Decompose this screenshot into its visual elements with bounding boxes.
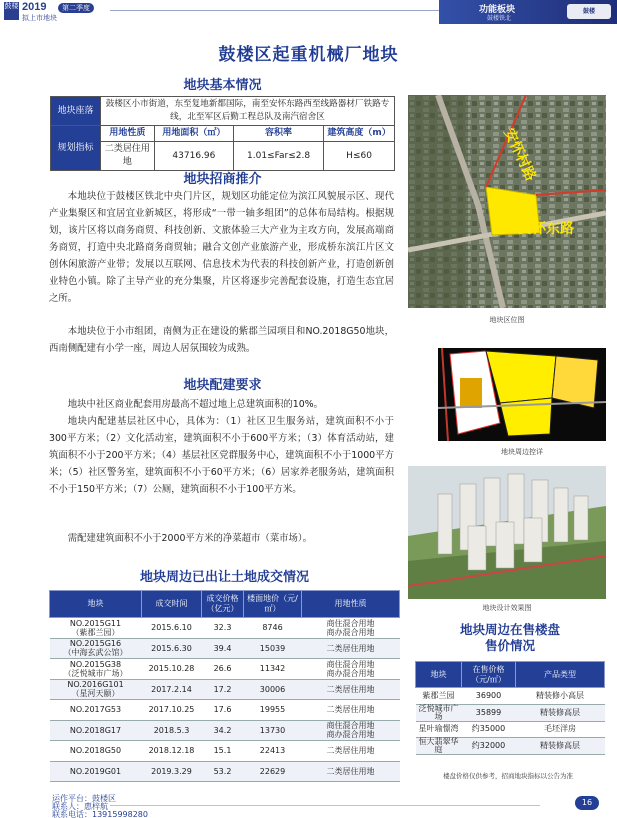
tx-floor-price: 13730 — [244, 720, 302, 741]
tx-date: 2018.12.18 — [142, 741, 202, 762]
tx-plot-cell — [50, 638, 142, 659]
tx-use-cell — [302, 679, 400, 700]
transactions-body — [50, 618, 400, 782]
tx-use-note: 商办混合用地 — [326, 730, 375, 740]
location-caption: 地块区位图 — [489, 316, 525, 324]
tx-use: 二类居住用地 — [326, 746, 375, 756]
tx-plot-cell — [50, 679, 142, 700]
tx-plot: NO.2019G01 — [69, 766, 122, 776]
col-land-use: 用地性质 — [101, 126, 155, 142]
location-label: 地块座落 — [51, 97, 101, 126]
tx-use-cell — [302, 700, 400, 721]
sale-name: 紫郡兰园 — [416, 688, 462, 705]
sale-heading-line2: 售价情况 — [484, 638, 535, 653]
tx-price: 32.3 — [202, 618, 244, 639]
header-divider — [110, 10, 440, 11]
tx-use: 二类居住用地 — [326, 643, 375, 653]
tx-plot-cell — [50, 659, 142, 680]
sale-heading-line1: 地块周边在售楼盘 — [459, 622, 560, 637]
table-row — [416, 738, 605, 755]
table-row — [50, 618, 400, 639]
sale-price: 约32000 — [462, 738, 516, 755]
tx-use-cell — [302, 618, 400, 639]
tx-plot-cell — [50, 741, 142, 762]
sale-name: 星叶瑜憬湾 — [416, 721, 462, 738]
table-row — [50, 659, 400, 680]
sale-col-price: 在售价格（元/㎡） — [462, 662, 516, 688]
design-render-graphic — [408, 466, 606, 599]
tx-price: 39.4 — [202, 638, 244, 659]
sale-note: 楼盘价格仅供参考，招商地块指标以公告为准 — [443, 772, 573, 780]
promo-heading: 地块招商推介 — [183, 172, 262, 187]
header-quarter: 第二季度 — [58, 3, 94, 13]
sale-name: 泛悦城市广场 — [416, 704, 462, 721]
tx-plot: NO.2015G16 — [69, 639, 122, 649]
footer-platform: 运作平台：鼓楼区 — [52, 794, 116, 803]
tx-use-cell — [302, 741, 400, 762]
sale-price: 约35000 — [462, 721, 516, 738]
tx-date: 2019.3.29 — [142, 761, 202, 782]
tx-use: 商住混合用地 — [326, 721, 375, 731]
tx-col-date: 成交时间 — [142, 591, 202, 618]
table-row — [50, 638, 400, 659]
sale-name: 恒大翡翠华庭 — [416, 738, 462, 755]
tx-plot-cell — [50, 720, 142, 741]
sale-type: 精装修高层 — [516, 704, 605, 721]
location-value: 鼓楼区小市街道，东至复地新都国际，南至安怀东路西至线路器材厂铁路专线，北至军区后勤工程总队及南汽宿舍区 — [101, 97, 395, 126]
tx-use-cell — [302, 638, 400, 659]
tx-use: 二类居住用地 — [326, 684, 375, 694]
header-section-title: 功能板块 — [479, 5, 516, 15]
promo-paragraph-1: 本地块位于鼓楼区铁北中央门片区，规划区功能定位为滨江风貌展示区、现代产业集聚区和宜居宜业新城区，将形成“一带一轴多组团”的总体布局结构。根据规划，该片区将以商务商贸、科技创新、文旅体验三大产业为主攻方向，发展高端商务商贸，打造中央北路商务商贸轴；融合文创产业旅游产业，形成桥东滨江片区文创休闲旅游产业带；发展以互联网、信息技术为代表的科技创新产业，打造创新创业特色小镇。除了主导产业的充分集聚，片区将逐步完善配套设施，打造生态宜居之所。 — [49, 191, 394, 304]
table-row — [416, 688, 605, 705]
tx-use-cell — [302, 659, 400, 680]
tx-plot: NO.2017G53 — [69, 705, 122, 715]
tx-use-cell — [302, 761, 400, 782]
val-far: 1.01≤Far≤2.8 — [233, 142, 323, 171]
road-label-1: 安怀村路 — [500, 125, 539, 184]
basic-info-table — [50, 96, 395, 171]
index-label: 规划指标 — [51, 126, 101, 171]
tx-plot: NO.2015G11 — [69, 618, 122, 628]
table-row — [50, 679, 400, 700]
val-land-area: 43716.96 — [154, 142, 233, 171]
table-row — [416, 721, 605, 738]
sale-type: 毛坯洋房 — [516, 721, 605, 738]
tx-plot-cell — [50, 700, 142, 721]
sale-price: 36900 — [462, 688, 516, 705]
support-paragraph-2: 地块内配建基层社区中心，具体为：（1）社区卫生服务站，建筑面积不小于300平方米；（2）文化活动室，建筑面积不小于600平方米；（3）体育活动站，建筑面积不小于200平方米；（4）基层社区党群服务中心，建筑面积不小于1000平方米；（5）社区警务室，建筑面积不小于60平方米；（6）居家养老服务站，建筑面积不小于150平方米；（7）公厕，建筑面积不小于100平方米。 — [49, 416, 394, 495]
tx-use: 二类居住用地 — [326, 766, 375, 776]
tx-col-use: 用地性质 — [302, 591, 400, 618]
table-row — [50, 741, 400, 762]
header-subtitle: 拟上市地块 — [22, 14, 57, 22]
header-left — [0, 0, 150, 22]
tx-col-floor-price: 楼面地价（元/㎡） — [244, 591, 302, 618]
tx-date: 2017.10.25 — [142, 700, 202, 721]
sale-price: 35899 — [462, 704, 516, 721]
sale-heading — [415, 622, 605, 654]
tx-price: 53.2 — [202, 761, 244, 782]
sale-type: 精装修高层 — [516, 738, 605, 755]
tx-use-note: 商办混合用地 — [326, 627, 375, 637]
table-row — [50, 720, 400, 741]
tx-price: 17.6 — [202, 700, 244, 721]
footer-divider — [110, 805, 540, 806]
tx-plot-cell — [50, 618, 142, 639]
tx-date: 2017.2.14 — [142, 679, 202, 700]
location-aerial-image — [408, 95, 606, 308]
table-row — [416, 704, 605, 721]
sale-col-name: 地块 — [416, 662, 462, 688]
page-number: 16 — [575, 796, 599, 810]
tx-date: 2015.6.10 — [142, 618, 202, 639]
footer-contact — [52, 795, 148, 818]
col-land-area: 用地面积（㎡） — [154, 126, 233, 142]
tx-use: 商住混合用地 — [326, 659, 375, 669]
tx-floor-price: 8746 — [244, 618, 302, 639]
tx-price: 26.6 — [202, 659, 244, 680]
tx-col-plot: 地块 — [50, 591, 142, 618]
tx-plot-note: （紫郡兰园） — [71, 627, 120, 637]
col-far: 容积率 — [233, 126, 323, 142]
page-title: 鼓楼区起重机械厂地块 — [218, 45, 399, 65]
location-aerial-graphic — [408, 95, 606, 308]
tx-floor-price: 11342 — [244, 659, 302, 680]
header-section-subtitle: 鼓楼铁北 — [487, 15, 512, 22]
header-section-banner — [439, 0, 617, 24]
tx-plot: NO.2018G17 — [69, 725, 122, 735]
tx-plot-note: （星河天颐） — [71, 689, 120, 699]
sale-col-type: 产品类型 — [516, 662, 605, 688]
tx-col-price: 成交价格（亿元） — [202, 591, 244, 618]
tx-price: 34.2 — [202, 720, 244, 741]
table-row — [50, 761, 400, 782]
tx-floor-price: 30006 — [244, 679, 302, 700]
tx-plot-note: （泛悦城市广场） — [63, 668, 128, 678]
promo-paragraph-2: 本地块位于小市组团，南侧为正在建设的紫郡兰园项目和NO.2018G50地块，西南侧配建有小学一座，周边人居氛围较为成熟。 — [49, 326, 394, 354]
tx-plot-note: （中海玄武公馆） — [63, 648, 128, 658]
tx-floor-price: 22629 — [244, 761, 302, 782]
tx-floor-price: 15039 — [244, 638, 302, 659]
col-height: 建筑高度（m） — [324, 126, 395, 142]
header-year: 2019 — [22, 1, 47, 13]
sale-body — [416, 688, 605, 755]
tx-price: 17.2 — [202, 679, 244, 700]
tx-use-cell — [302, 720, 400, 741]
tx-plot: NO.2018G50 — [69, 746, 122, 756]
design-caption: 地块设计效果图 — [482, 604, 532, 612]
tx-plot: NO.2015G38 — [69, 659, 122, 669]
footer-contact-person: 联系人：惠梓航 — [52, 802, 108, 811]
district-logo: 鼓楼 — [4, 2, 19, 20]
tx-date: 2015.6.30 — [142, 638, 202, 659]
sale-type: 精装修小高层 — [516, 688, 605, 705]
tx-use-note: 商办混合用地 — [326, 668, 375, 678]
val-height: H≤60 — [324, 142, 395, 171]
tx-use: 商住混合用地 — [326, 618, 375, 628]
tx-plot: NO.2016G101 — [67, 680, 124, 690]
zoning-caption: 地块周边控详 — [501, 448, 543, 456]
tx-plot-cell — [50, 761, 142, 782]
val-land-use: 二类居住用地 — [101, 142, 155, 171]
support-paragraph-3: 需配建建筑面积不小于2000平方米的净菜超市（菜市场）。 — [67, 533, 312, 544]
zoning-map-image — [438, 348, 606, 441]
support-paragraph-1: 地块中社区商业配套用房最高不超过地上总建筑面积的10%。 — [67, 399, 324, 410]
tx-use: 二类居住用地 — [326, 705, 375, 715]
tx-floor-price: 19955 — [244, 700, 302, 721]
tx-date: 2018.5.3 — [142, 720, 202, 741]
zoning-map-graphic — [438, 348, 606, 441]
tx-floor-price: 22413 — [244, 741, 302, 762]
support-heading: 地块配建要求 — [183, 378, 262, 393]
tx-price: 15.1 — [202, 741, 244, 762]
tx-date: 2015.10.28 — [142, 659, 202, 680]
transactions-table — [49, 590, 400, 782]
table-row — [50, 700, 400, 721]
brand-logo: 鼓楼 — [567, 4, 611, 19]
footer-phone: 联系电话：13915998280 — [52, 810, 148, 818]
design-render-image — [408, 466, 606, 599]
road-label-2: 安怀东路 — [518, 221, 574, 237]
transactions-heading: 地块周边已出让土地成交情况 — [139, 570, 309, 585]
sale-table — [415, 661, 605, 755]
basic-info-heading: 地块基本情况 — [183, 78, 262, 93]
